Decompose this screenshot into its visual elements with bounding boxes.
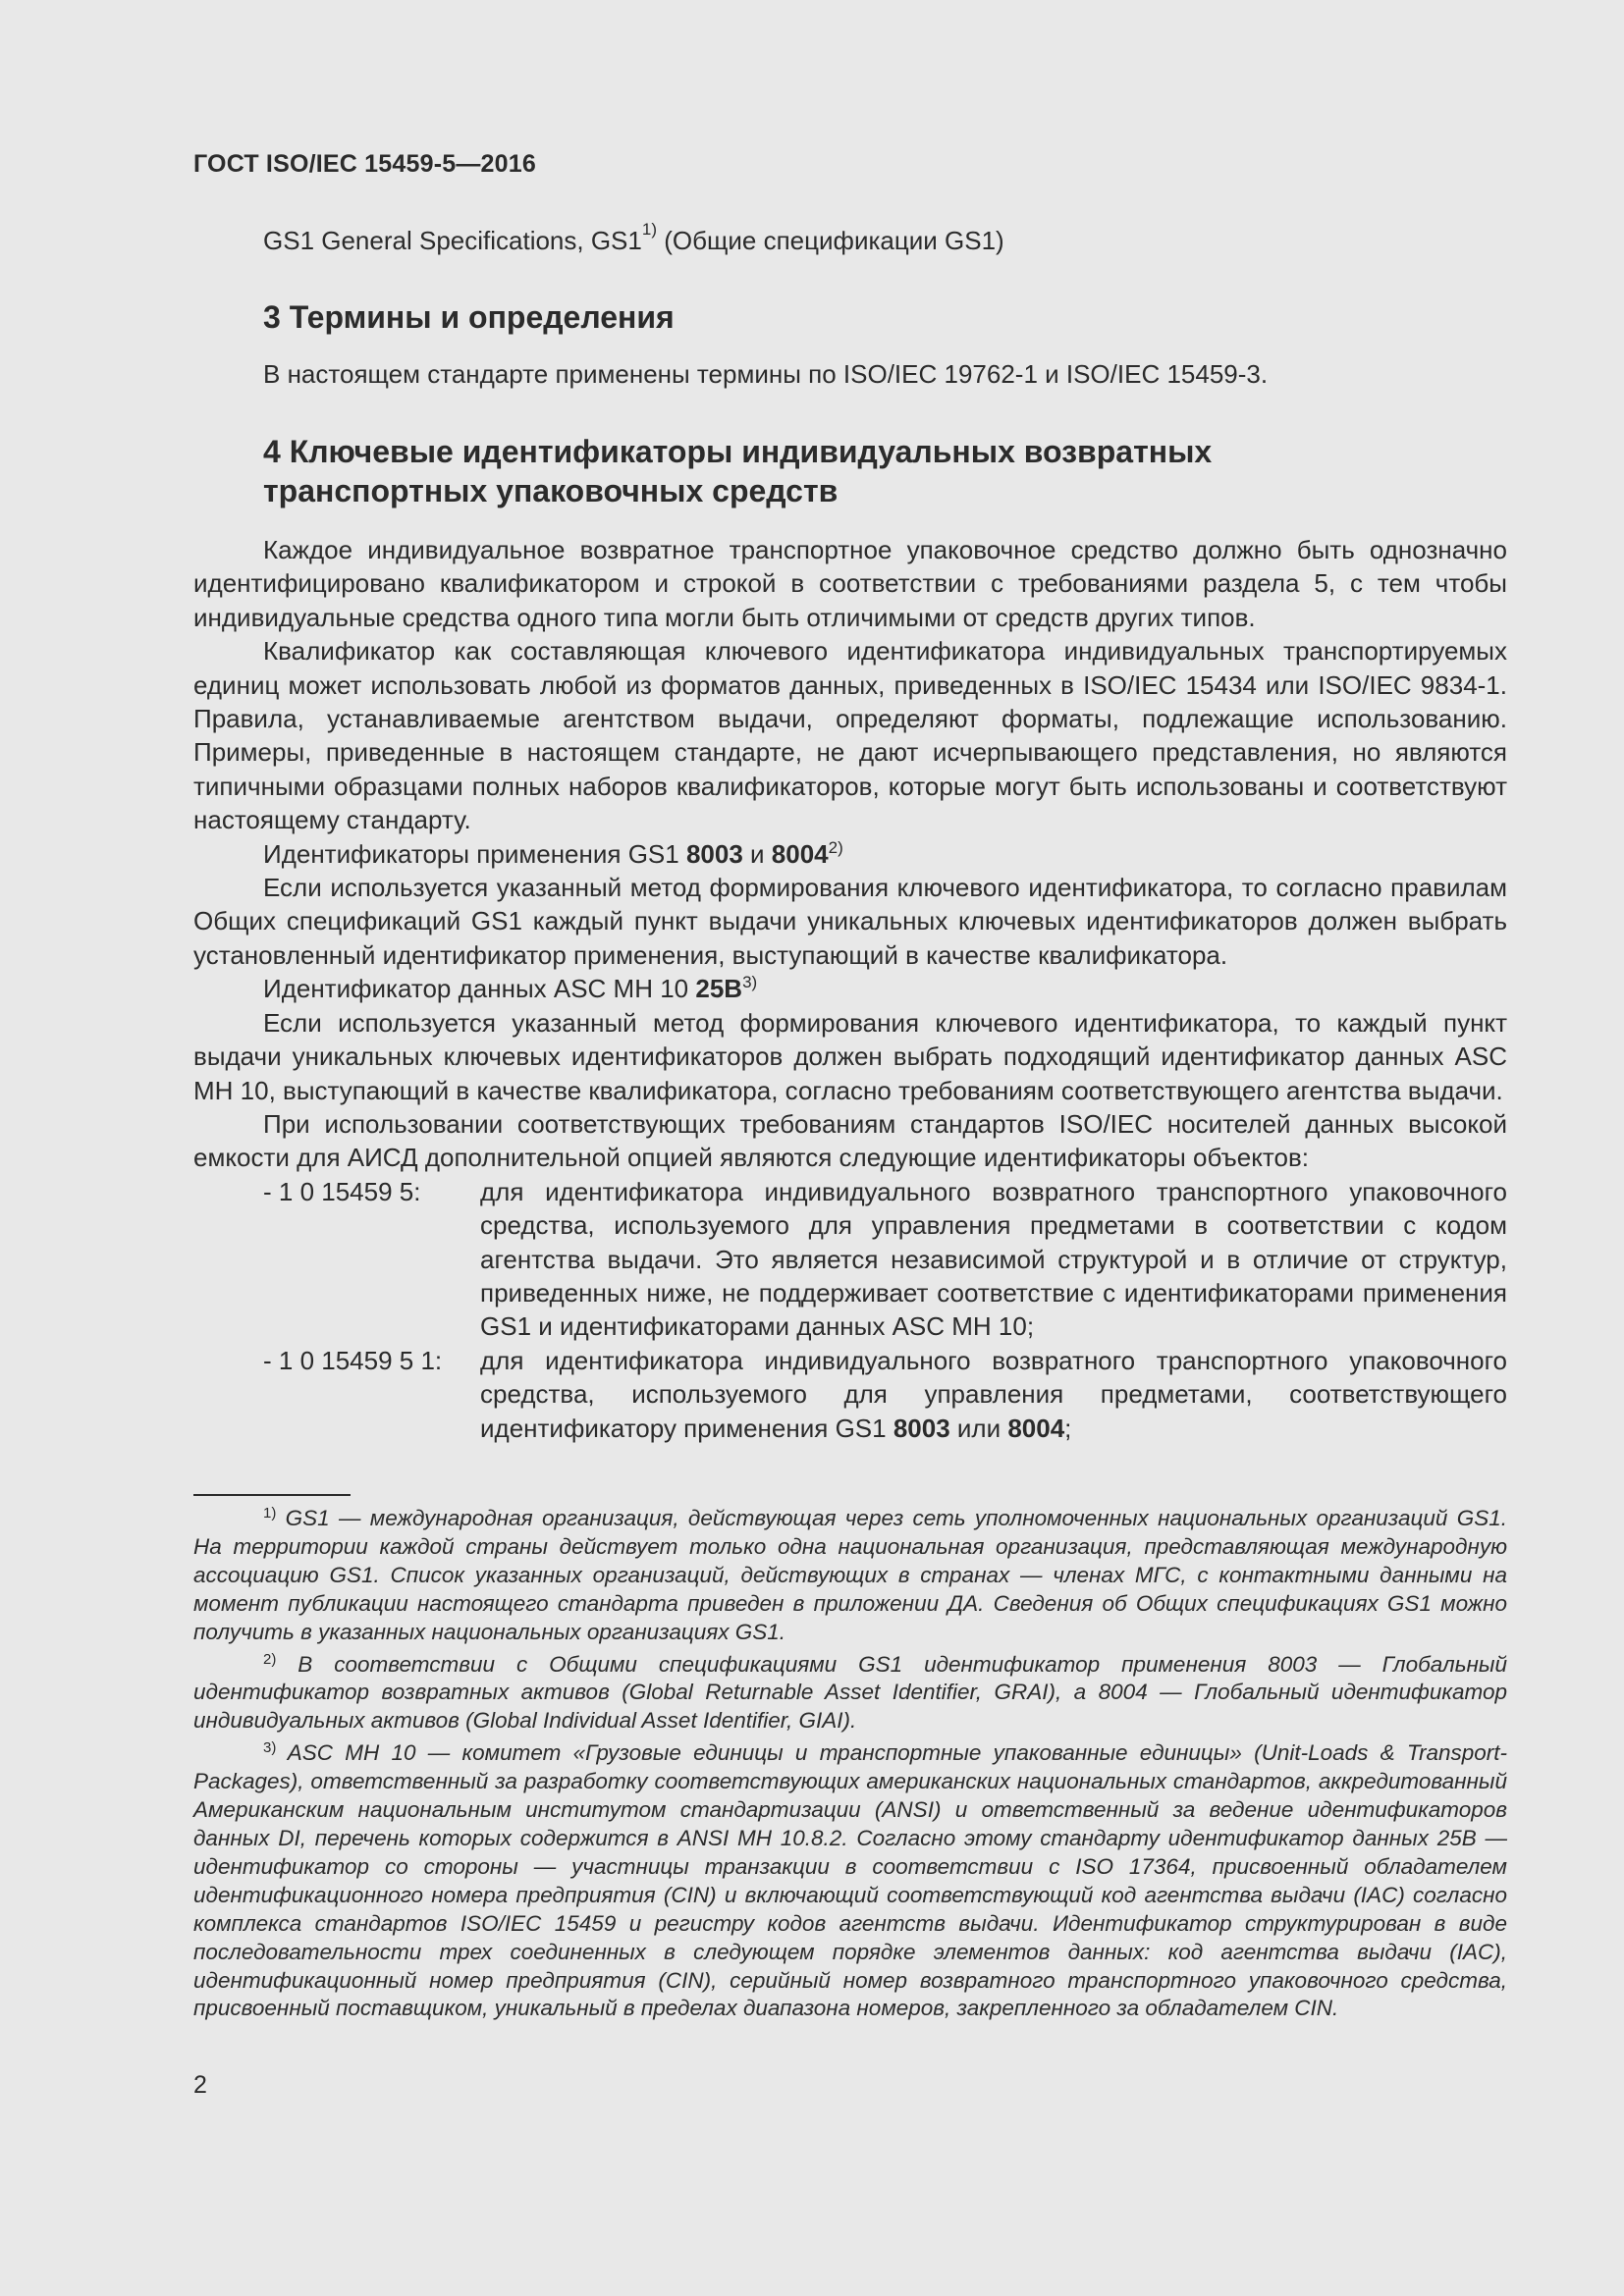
footnote-separator — [193, 1494, 351, 1496]
normative-reference — [263, 220, 1004, 256]
section-4-body — [193, 533, 1507, 1445]
footnotes — [193, 1505, 1507, 2027]
paragraph-asc-identifier — [193, 972, 1507, 1005]
bold-code: 8004 — [771, 838, 829, 869]
list-item-label: - 1 0 15459 5 1: — [263, 1345, 443, 1375]
list-item-text-part: для идентификатора индивидуального возвратного транспортного упаковочного средства, используемого для управления предметами, соответствующего идентификатору применения GS1 — [480, 1345, 1507, 1443]
paragraph: Если используется указанный метод формирования ключевого идентификатора, то каждый пункт выдачи уникальных ключевых идентификаторов должен выбрать подходящий идентификатор данных ASC MH 10, выступающий в качестве квалификатора, согласно требованиям соответствующего агентства выдачи. — [193, 1007, 1507, 1105]
footnote-2 — [193, 1651, 1507, 1736]
section-3-title: 3 Термины и определения — [263, 299, 675, 335]
list-item-text-part: или — [949, 1413, 1008, 1443]
bold-code: 8003 — [685, 838, 743, 869]
reference-text: GS1 General Specifications, GS1 — [263, 226, 642, 255]
paragraph-gs1-identifiers — [193, 837, 1507, 871]
footnote-3 — [193, 1739, 1507, 2023]
paragraph: Если используется указанный метод формирования ключевого идентификатора, то согласно правилам Общих спецификаций GS1 каждый пункт выдачи уникальных ключевых идентификаторов должен выбрать установленный идентификатор применения, выступающий в качестве квалификатора. — [193, 873, 1507, 970]
footnote-ref-1: 1) — [641, 220, 657, 239]
footnote-ref-2: 2) — [828, 837, 843, 857]
section-4-title-line2: транспортных упаковочных средств — [263, 473, 839, 508]
document-header: ГОСТ ISO/IEC 15459-5—2016 — [193, 150, 536, 178]
list-item-text-part: ; — [1064, 1413, 1072, 1443]
footnote-text: В соответствии с Общими спецификациями GS1 идентификатор применения 8003 — Глобальный идентификатор возвратных активов (Global Returnable Asset Identifier, GRAI), а 8004 — Глобальный идентификатор индивидуальных активов (Global Individual Asset Identifier, GIAI). — [193, 1651, 1507, 1734]
paragraph-text: Идентификаторы применения GS1 — [263, 838, 686, 869]
footnote-number: 2) — [263, 1650, 277, 1668]
footnote-number: 1) — [263, 1505, 277, 1522]
paragraph: При использовании соответствующих требованиям стандартов ISO/IEC носителей данных высокой емкости для АИСД дополнительной опцией являются следующие идентификаторы объектов: — [193, 1108, 1507, 1173]
bold-code: 8003 — [893, 1413, 950, 1443]
bold-code: 8004 — [1007, 1413, 1065, 1443]
paragraph: Каждое индивидуальное возвратное транспортное упаковочное средство должно быть однозначно идентифицировано квалификатором и строкой в соответствии с требованиями раздела 5, с тем чтобы индивидуальные средства одного типа могли быть отличимыми от средств других типов. — [193, 535, 1507, 632]
list-item-text — [480, 1344, 1507, 1445]
list-item-text: для идентификатора индивидуального возвратного транспортного упаковочного средства, используемого для управления предметами в соответствии с кодом агентства выдачи. Это является независимой структурой и в отличие от структур, приведенных ниже, не поддерживает соответствие с идентификаторами применения GS1 и идентификаторами данных ASC MH 10; — [480, 1176, 1507, 1342]
list-item — [193, 1344, 1507, 1445]
paragraph: Квалификатор как составляющая ключевого идентификатора индивидуальных транспортируемых единиц может использовать любой из форматов данных, приведенных в ISO/IEC 15434 или ISO/IEC 9834-1. Правила, устанавливаемые агентством выдачи, определяют форматы, подлежащие использованию. Примеры, приведенные в настоящем стандарте, не дают исчерпывающего представления, но являются типичными образцами полных наборов квалификаторов, которые могут быть использованы и соответствуют настоящему стандарту. — [193, 636, 1507, 835]
bold-code: 25B — [695, 974, 743, 1004]
section-3-text: В настоящем стандарте применены термины по ISO/IEC 19762-1 и ISO/IEC 15459-3. — [263, 359, 1269, 389]
reference-tail: (Общие спецификации GS1) — [657, 226, 1004, 255]
paragraph-text: и — [742, 838, 772, 869]
footnote-1 — [193, 1505, 1507, 1647]
page-number: 2 — [193, 2071, 207, 2099]
footnote-text: GS1 — международная организация, действующая через сеть уполномоченных национальных организаций GS1. На территории каждой страны действует только одна национальная организация, представляющая международную ассоциацию GS1. Список указанных организаций, действующих в странах — членах МГС, с контактными данными на момент публикации настоящего стандарта приведен в приложении ДА. Сведения об Общих спецификациях GS1 можно получить в указанных национальных организациях GS1. — [193, 1506, 1507, 1644]
footnote-number: 3) — [263, 1739, 277, 1757]
footnote-text: ASC MH 10 — комитет «Грузовые единицы и транспортные упакованные единицы» (Unit-Loads & Transport-Packages), ответственный за разработку соответствующих американских национальных стандартов, аккредитованный Американским национальным институтом стандартизации (ANSI) и ответственный за ведение идентификаторов данных DI, перечень которых содержится в ANSI MH 10.8.2. Согласно этому стандарту идентификатор данных 25B — идентификатор со стороны — участницы транзакции в соответствии с ISO 17364, присвоенный обладателем идентификационного номера предприятия (CIN) и включающий соответствующий код агентства выдачи (IAC) согласно комплекса стандартов ISO/IEC 15459 и регистру кодов агентств выдачи. Идентификатор структурирован в виде последовательности трех соединенных в следующем порядке элементов данных: код агентства выдачи (IAC), идентификационный номер предприятия (CIN), серийный номер возвратного транспортного упаковочного средства, присвоенный поставщиком, уникальный в пределах диапазона номеров, закрепленного за обладателем CIN. — [193, 1740, 1508, 2021]
section-4-title-line1: 4 Ключевые идентификаторы индивидуальных возвратных — [263, 434, 1213, 469]
footnote-ref-3: 3) — [742, 973, 758, 992]
paragraph-text: Идентификатор данных ASC MH 10 — [263, 974, 696, 1004]
list-item-label: - 1 0 15459 5: — [263, 1176, 421, 1206]
section-4-title — [263, 432, 1212, 510]
list-item — [193, 1175, 1507, 1344]
